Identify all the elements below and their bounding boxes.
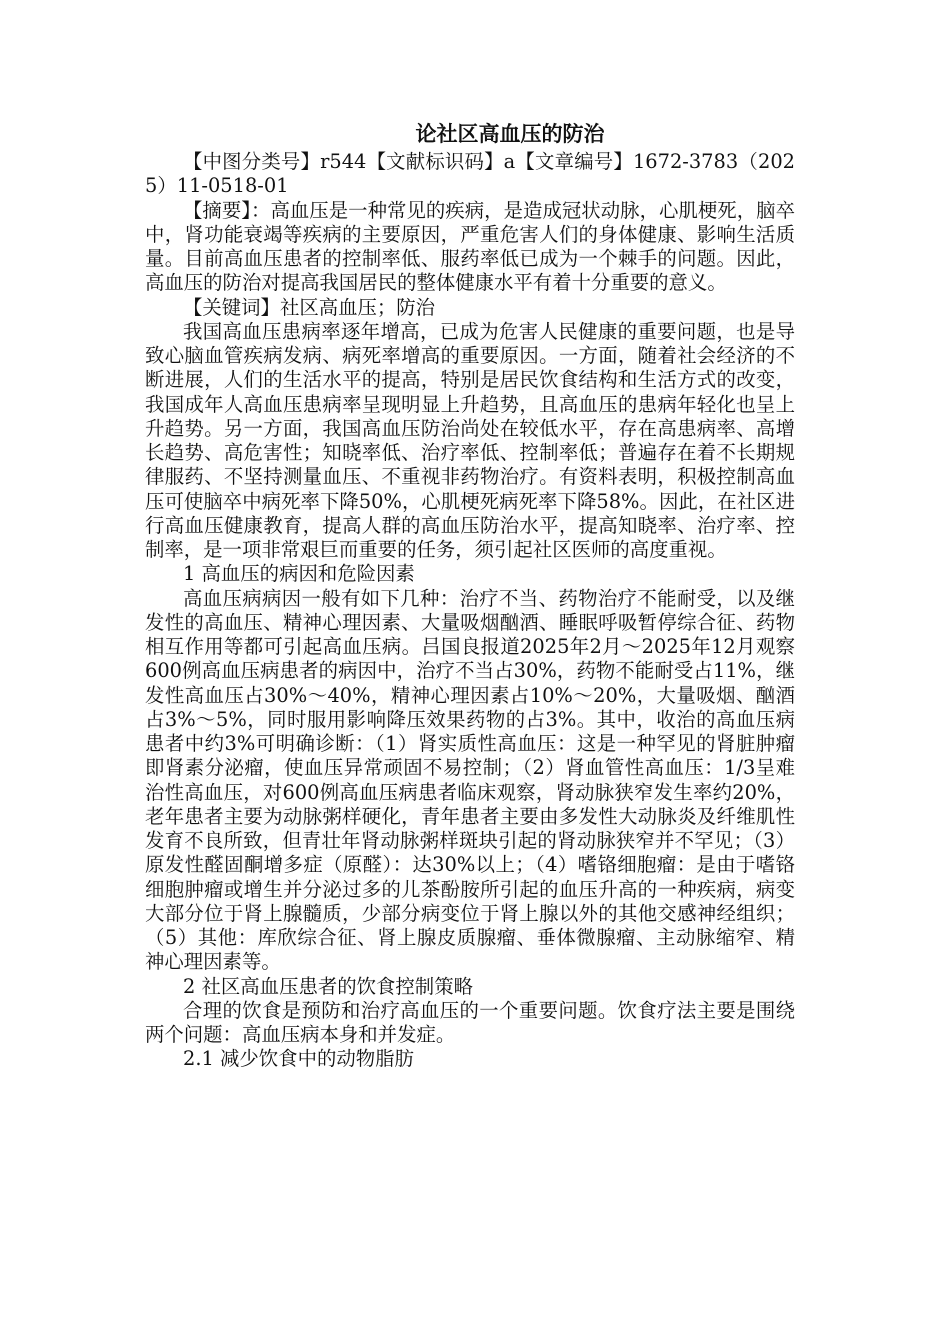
section-2-heading: 2 社区高血压患者的饮食控制策略 <box>183 974 473 998</box>
document-page <box>145 118 795 1072</box>
intro-paragraph: 我国高血压患病率逐年增高，已成为危害人民健康的重要问题，也是导致心脑血管疾病发病、病死率增高的重要原因。一方面，随着社会经济的不断进展，人们的生活水平的提高，特别是居民饮食结构和生活方式的改变，我国成年人高血压患病率呈现明显上升趋势，且高血压的患病年轻化也呈上升趋势。另一方面，我国高血压防治尚处在较低水平，存在高患病率、高增长趋势、高危害性；知晓率低、治疗率低、控制率低；普遍存在着不长期规律服药、不坚持测量血压、不重视非药物治疗。有资料表明，积极控制高血压可使脑卒中病死率下降50%，心肌梗死病死率下降58%。因此，在社区进行高血压健康教育，提高人群的高血压防治水平，提高知晓率、治疗率、控制率，是一项非常艰巨而重要的任务，须引起社区医师的高度重视。 <box>145 319 795 561</box>
classification-line: 【中图分类号】r544【文献标识码】a【文章编号】1672-3783（2025）11-0518-01 <box>145 150 795 198</box>
article-title: 论社区高血压的防治 <box>415 122 605 146</box>
abstract: 【摘要】：高血压是一种常见的疾病，是造成冠状动脉，心肌梗死，脑卒中，肾功能衰竭等疾病的主要原因，严重危害人们的身体健康、影响生活质量。目前高血压患者的控制率低、服药率低已成为一个棘手的问题。因此，高血压的防治对提高我国居民的整体健康水平有着十分重要的意义。 <box>145 198 795 295</box>
section-1-body: 高血压病病因一般有如下几种：治疗不当、药物治疗不能耐受，以及继发性的高血压、精神心理因素、大量吸烟酗酒、睡眠呼吸暂停综合征、药物相互作用等都可引起高血压病。吕国良报道2025年2月～2025年12月观察600例高血压病患者的病因中，治疗不当占30%，药物不能耐受占11%，继发性高血压占30%～40%，精神心理因素占10%～20%，大量吸烟、酗酒占3%～5%，同时服用影响降压效果药物的占3%。其中，收治的高血压病患者中约3%可明确诊断：（1）肾实质性高血压：这是一种罕见的肾脏肿瘤即肾素分泌瘤，使血压异常顽固不易控制；（2）肾血管性高血压：1/3呈难治性高血压，对600例高血压病患者临床观察，肾动脉狭窄发生率约20%，老年患者主要为动脉粥样硬化，青年患者主要由多发性大动脉炎及纤维肌性发育不良所致，但青壮年肾动脉粥样斑块引起的肾动脉狭窄并不罕见；（3）原发性醛固酮增多症（原醛）：达30%以上；（4）嗜铬细胞瘤：是由于嗜铬细胞肿瘤或增生并分泌过多的儿茶酚胺所引起的血压升高的一种疾病，病变大部分位于肾上腺髓质，少部分病变位于肾上腺以外的其他交感神经组织；（5）其他：库欣综合征、肾上腺皮质腺瘤、垂体微腺瘤、主动脉缩窄、精神心理因素等。 <box>145 586 795 974</box>
section-1-heading: 1 高血压的病因和危险因素 <box>183 562 415 586</box>
section-2-1-heading: 2.1 减少饮食中的动物脂肪 <box>183 1047 414 1071</box>
keywords: 【关键词】社区高血压；防治 <box>183 295 436 319</box>
section-2-body: 合理的饮食是预防和治疗高血压的一个重要问题。饮食疗法主要是围绕两个问题：高血压病本身和并发症。 <box>145 998 795 1046</box>
